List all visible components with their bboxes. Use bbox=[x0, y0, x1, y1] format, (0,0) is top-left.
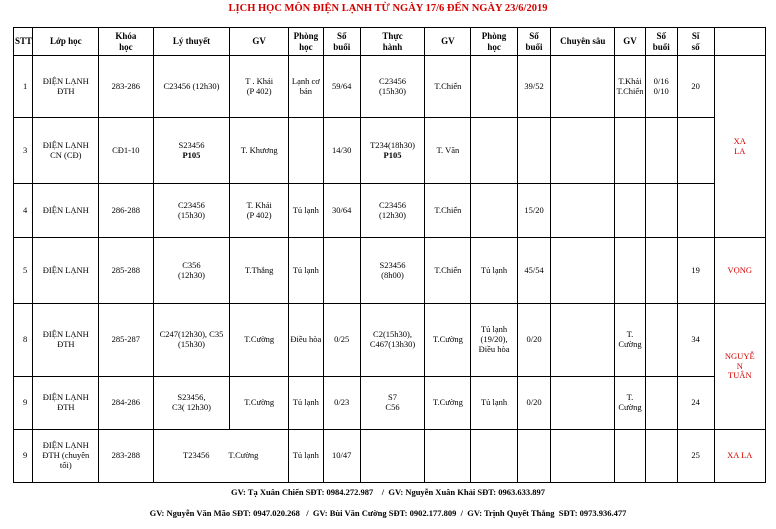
cell-sessions-1: 14/30 bbox=[323, 118, 360, 184]
cell-practice bbox=[360, 430, 425, 483]
table-row bbox=[14, 377, 766, 430]
cell-sessions-2: 0/20 bbox=[517, 304, 551, 377]
cell-room-1: Tủ lạnh bbox=[288, 377, 323, 430]
cell-advanced bbox=[551, 238, 615, 304]
cell-course: 286-288 bbox=[99, 184, 153, 238]
col-location bbox=[714, 28, 765, 56]
cell-sessions-3 bbox=[645, 304, 677, 377]
cell-teacher-3 bbox=[615, 430, 646, 483]
cell-theory: T23456 T.Cường bbox=[153, 430, 288, 483]
cell-class-size: 34 bbox=[677, 304, 714, 377]
cell-class-size: 25 bbox=[677, 430, 714, 483]
cell-room-2: Tủ lạnh (19/20), Điều hòa bbox=[471, 304, 517, 377]
col-course: Khóa học bbox=[99, 28, 153, 56]
cell-stt: 3 bbox=[14, 118, 33, 184]
cell-stt: 9 bbox=[14, 377, 33, 430]
schedule-table bbox=[13, 27, 766, 483]
cell-room-2: Tủ lạnh bbox=[471, 238, 517, 304]
cell-sessions-1 bbox=[323, 238, 360, 304]
cell-course: 283-286 bbox=[99, 56, 153, 118]
col-teacher-2: GV bbox=[425, 28, 471, 56]
cell-practice: C23456 (15h30) bbox=[360, 56, 425, 118]
cell-practice: S7 C56 bbox=[360, 377, 425, 430]
cell-teacher-3: T. Cường bbox=[615, 304, 646, 377]
cell-sessions-1: 0/25 bbox=[323, 304, 360, 377]
table-row bbox=[14, 238, 766, 304]
col-room-1: Phòng học bbox=[288, 28, 323, 56]
cell-advanced bbox=[551, 118, 615, 184]
col-sessions-2: Số buổi bbox=[517, 28, 551, 56]
cell-stt: 8 bbox=[14, 304, 33, 377]
cell-class-size bbox=[677, 118, 714, 184]
cell-theory: C247(12h30), C35 (15h30) bbox=[153, 304, 230, 377]
theory-schedule: S23456 bbox=[178, 139, 205, 150]
teacher-contacts-line-1: GV: Tạ Xuân Chiến SĐT: 0984.272.987 / GV: Nguyễn Xuân Khải SĐT: 0963.633.897 bbox=[231, 487, 545, 497]
cell-practice: S23456 (8h00) bbox=[360, 238, 425, 304]
cell-advanced bbox=[551, 430, 615, 483]
cell-room-2: Tủ lạnh bbox=[471, 377, 517, 430]
cell-teacher-1: T.Cường bbox=[230, 377, 288, 430]
col-stt: STT bbox=[14, 28, 33, 56]
cell-teacher-1: T.Cường bbox=[230, 304, 288, 377]
col-class: Lớp học bbox=[33, 28, 99, 56]
cell-teacher-3 bbox=[615, 184, 646, 238]
col-advanced: Chuyên sâu bbox=[551, 28, 615, 56]
cell-sessions-3 bbox=[645, 184, 677, 238]
cell-sessions-3: 0/16 0/10 bbox=[645, 56, 677, 118]
col-class-size: Sĩ số bbox=[677, 28, 714, 56]
cell-teacher-2: T.Chiến bbox=[425, 56, 471, 118]
cell-teacher-2: T.Cường bbox=[425, 304, 471, 377]
cell-room-2 bbox=[471, 118, 517, 184]
cell-practice: C2(15h30), C467(13h30) bbox=[360, 304, 425, 377]
theory-room: P105 bbox=[182, 149, 201, 160]
col-teacher-1: GV bbox=[230, 28, 288, 56]
cell-room-1: Tủ lạnh bbox=[288, 184, 323, 238]
cell-class: ĐIỆN LẠNH CN (CĐ) bbox=[33, 118, 99, 184]
cell-sessions-2: 0/20 bbox=[517, 377, 551, 430]
col-sessions-3: Số buổi bbox=[645, 28, 677, 56]
cell-class: ĐIỆN LẠNH ĐTH bbox=[33, 304, 99, 377]
col-room-2: Phòng học bbox=[471, 28, 517, 56]
location-nguyen-tuan: NGUYỄ N TUÂN bbox=[714, 304, 765, 430]
col-theory: Lý thuyết bbox=[153, 28, 230, 56]
cell-class-size bbox=[677, 184, 714, 238]
cell-sessions-3 bbox=[645, 377, 677, 430]
cell-advanced bbox=[551, 377, 615, 430]
cell-class: ĐIỆN LẠNH ĐTH (chuyên tối) bbox=[33, 430, 99, 483]
cell-room-1 bbox=[288, 118, 323, 184]
cell-room-1: Tủ lạnh bbox=[288, 238, 323, 304]
cell-teacher-3 bbox=[615, 118, 646, 184]
cell-sessions-2: 45/54 bbox=[517, 238, 551, 304]
cell-advanced bbox=[551, 56, 615, 118]
table-row bbox=[14, 118, 766, 184]
cell-room-2 bbox=[471, 430, 517, 483]
cell-teacher-3: T.Khải T.Chiến bbox=[615, 56, 646, 118]
cell-class-size: 24 bbox=[677, 377, 714, 430]
cell-stt: 9 bbox=[14, 430, 33, 483]
cell-course: 285-288 bbox=[99, 238, 153, 304]
cell-stt: 4 bbox=[14, 184, 33, 238]
table-row bbox=[14, 430, 766, 483]
location-vong: VỌNG bbox=[714, 238, 765, 304]
cell-room-2 bbox=[471, 184, 517, 238]
cell-teacher-2: T.Cường bbox=[425, 377, 471, 430]
cell-practice: C23456 (12h30) bbox=[360, 184, 425, 238]
cell-theory bbox=[153, 118, 230, 184]
cell-teacher-2: T.Chiến bbox=[425, 184, 471, 238]
cell-class-size: 19 bbox=[677, 238, 714, 304]
cell-room-1: Tủ lạnh bbox=[288, 430, 323, 483]
cell-sessions-2: 39/52 bbox=[517, 56, 551, 118]
cell-advanced bbox=[551, 304, 615, 377]
header-row bbox=[14, 28, 766, 56]
cell-stt: 1 bbox=[14, 56, 33, 118]
cell-sessions-3 bbox=[645, 118, 677, 184]
cell-sessions-2 bbox=[517, 430, 551, 483]
cell-sessions-1: 30/64 bbox=[323, 184, 360, 238]
cell-theory: C23456 (12h30) bbox=[153, 56, 230, 118]
cell-course: CĐ1-10 bbox=[99, 118, 153, 184]
cell-room-1: Lạnh cơ bản bbox=[288, 56, 323, 118]
practice-schedule: T234(18h30) bbox=[370, 139, 415, 150]
cell-room-2 bbox=[471, 56, 517, 118]
cell-room-1: Điều hòa bbox=[288, 304, 323, 377]
cell-class: ĐIỆN LẠNH bbox=[33, 238, 99, 304]
col-teacher-3: GV bbox=[615, 28, 646, 56]
col-sessions-1: Số buổi bbox=[323, 28, 360, 56]
cell-course: 283-288 bbox=[99, 430, 153, 483]
cell-sessions-3 bbox=[645, 430, 677, 483]
cell-teacher-2: T. Văn bbox=[425, 118, 471, 184]
cell-stt: 5 bbox=[14, 238, 33, 304]
cell-class: ĐIỆN LẠNH bbox=[33, 184, 99, 238]
cell-course: 284-286 bbox=[99, 377, 153, 430]
cell-theory: C23456 (15h30) bbox=[153, 184, 230, 238]
table-row bbox=[14, 304, 766, 377]
cell-sessions-3 bbox=[645, 238, 677, 304]
cell-teacher-1: T.Thắng bbox=[230, 238, 288, 304]
cell-course: 285-287 bbox=[99, 304, 153, 377]
cell-teacher-1: T. Khải (P 402) bbox=[230, 184, 288, 238]
practice-room: P105 bbox=[383, 149, 402, 160]
teacher-contacts-line-2: GV: Nguyễn Văn Mão SĐT: 0947.020.268 / GV: Bùi Văn Cường SĐT: 0902.177.809 / GV: Trịnh Quyết Thắng SĐT: 0973.936.477 bbox=[149, 508, 627, 518]
cell-practice bbox=[360, 118, 425, 184]
cell-sessions-2 bbox=[517, 118, 551, 184]
cell-teacher-3: T. Cường bbox=[615, 377, 646, 430]
cell-class-size: 20 bbox=[677, 56, 714, 118]
cell-sessions-1: 10/47 bbox=[323, 430, 360, 483]
cell-theory: C356 (12h30) bbox=[153, 238, 230, 304]
cell-sessions-1: 0/23 bbox=[323, 377, 360, 430]
table-row bbox=[14, 184, 766, 238]
cell-theory: S23456, C3( 12h30) bbox=[153, 377, 230, 430]
cell-advanced bbox=[551, 184, 615, 238]
location-xa-la: XA LA bbox=[714, 56, 765, 238]
cell-class: ĐIỆN LẠNH ĐTH bbox=[33, 56, 99, 118]
cell-sessions-2: 15/20 bbox=[517, 184, 551, 238]
cell-teacher-1: T . Khải (P 402) bbox=[230, 56, 288, 118]
cell-teacher-1: T. Khương bbox=[230, 118, 288, 184]
cell-teacher-3 bbox=[615, 238, 646, 304]
table-row bbox=[14, 56, 766, 118]
location-xa-la-2: XA LA bbox=[714, 430, 765, 483]
cell-class: ĐIỆN LẠNH ĐTH bbox=[33, 377, 99, 430]
cell-teacher-2: T.Chiến bbox=[425, 238, 471, 304]
cell-teacher-2 bbox=[425, 430, 471, 483]
page-title: LỊCH HỌC MÔN ĐIỆN LẠNH TỪ NGÀY 17/6 ĐẾN NGÀY 23/6/2019 bbox=[228, 3, 548, 14]
cell-sessions-1: 59/64 bbox=[323, 56, 360, 118]
col-practice: Thực hành bbox=[360, 28, 425, 56]
